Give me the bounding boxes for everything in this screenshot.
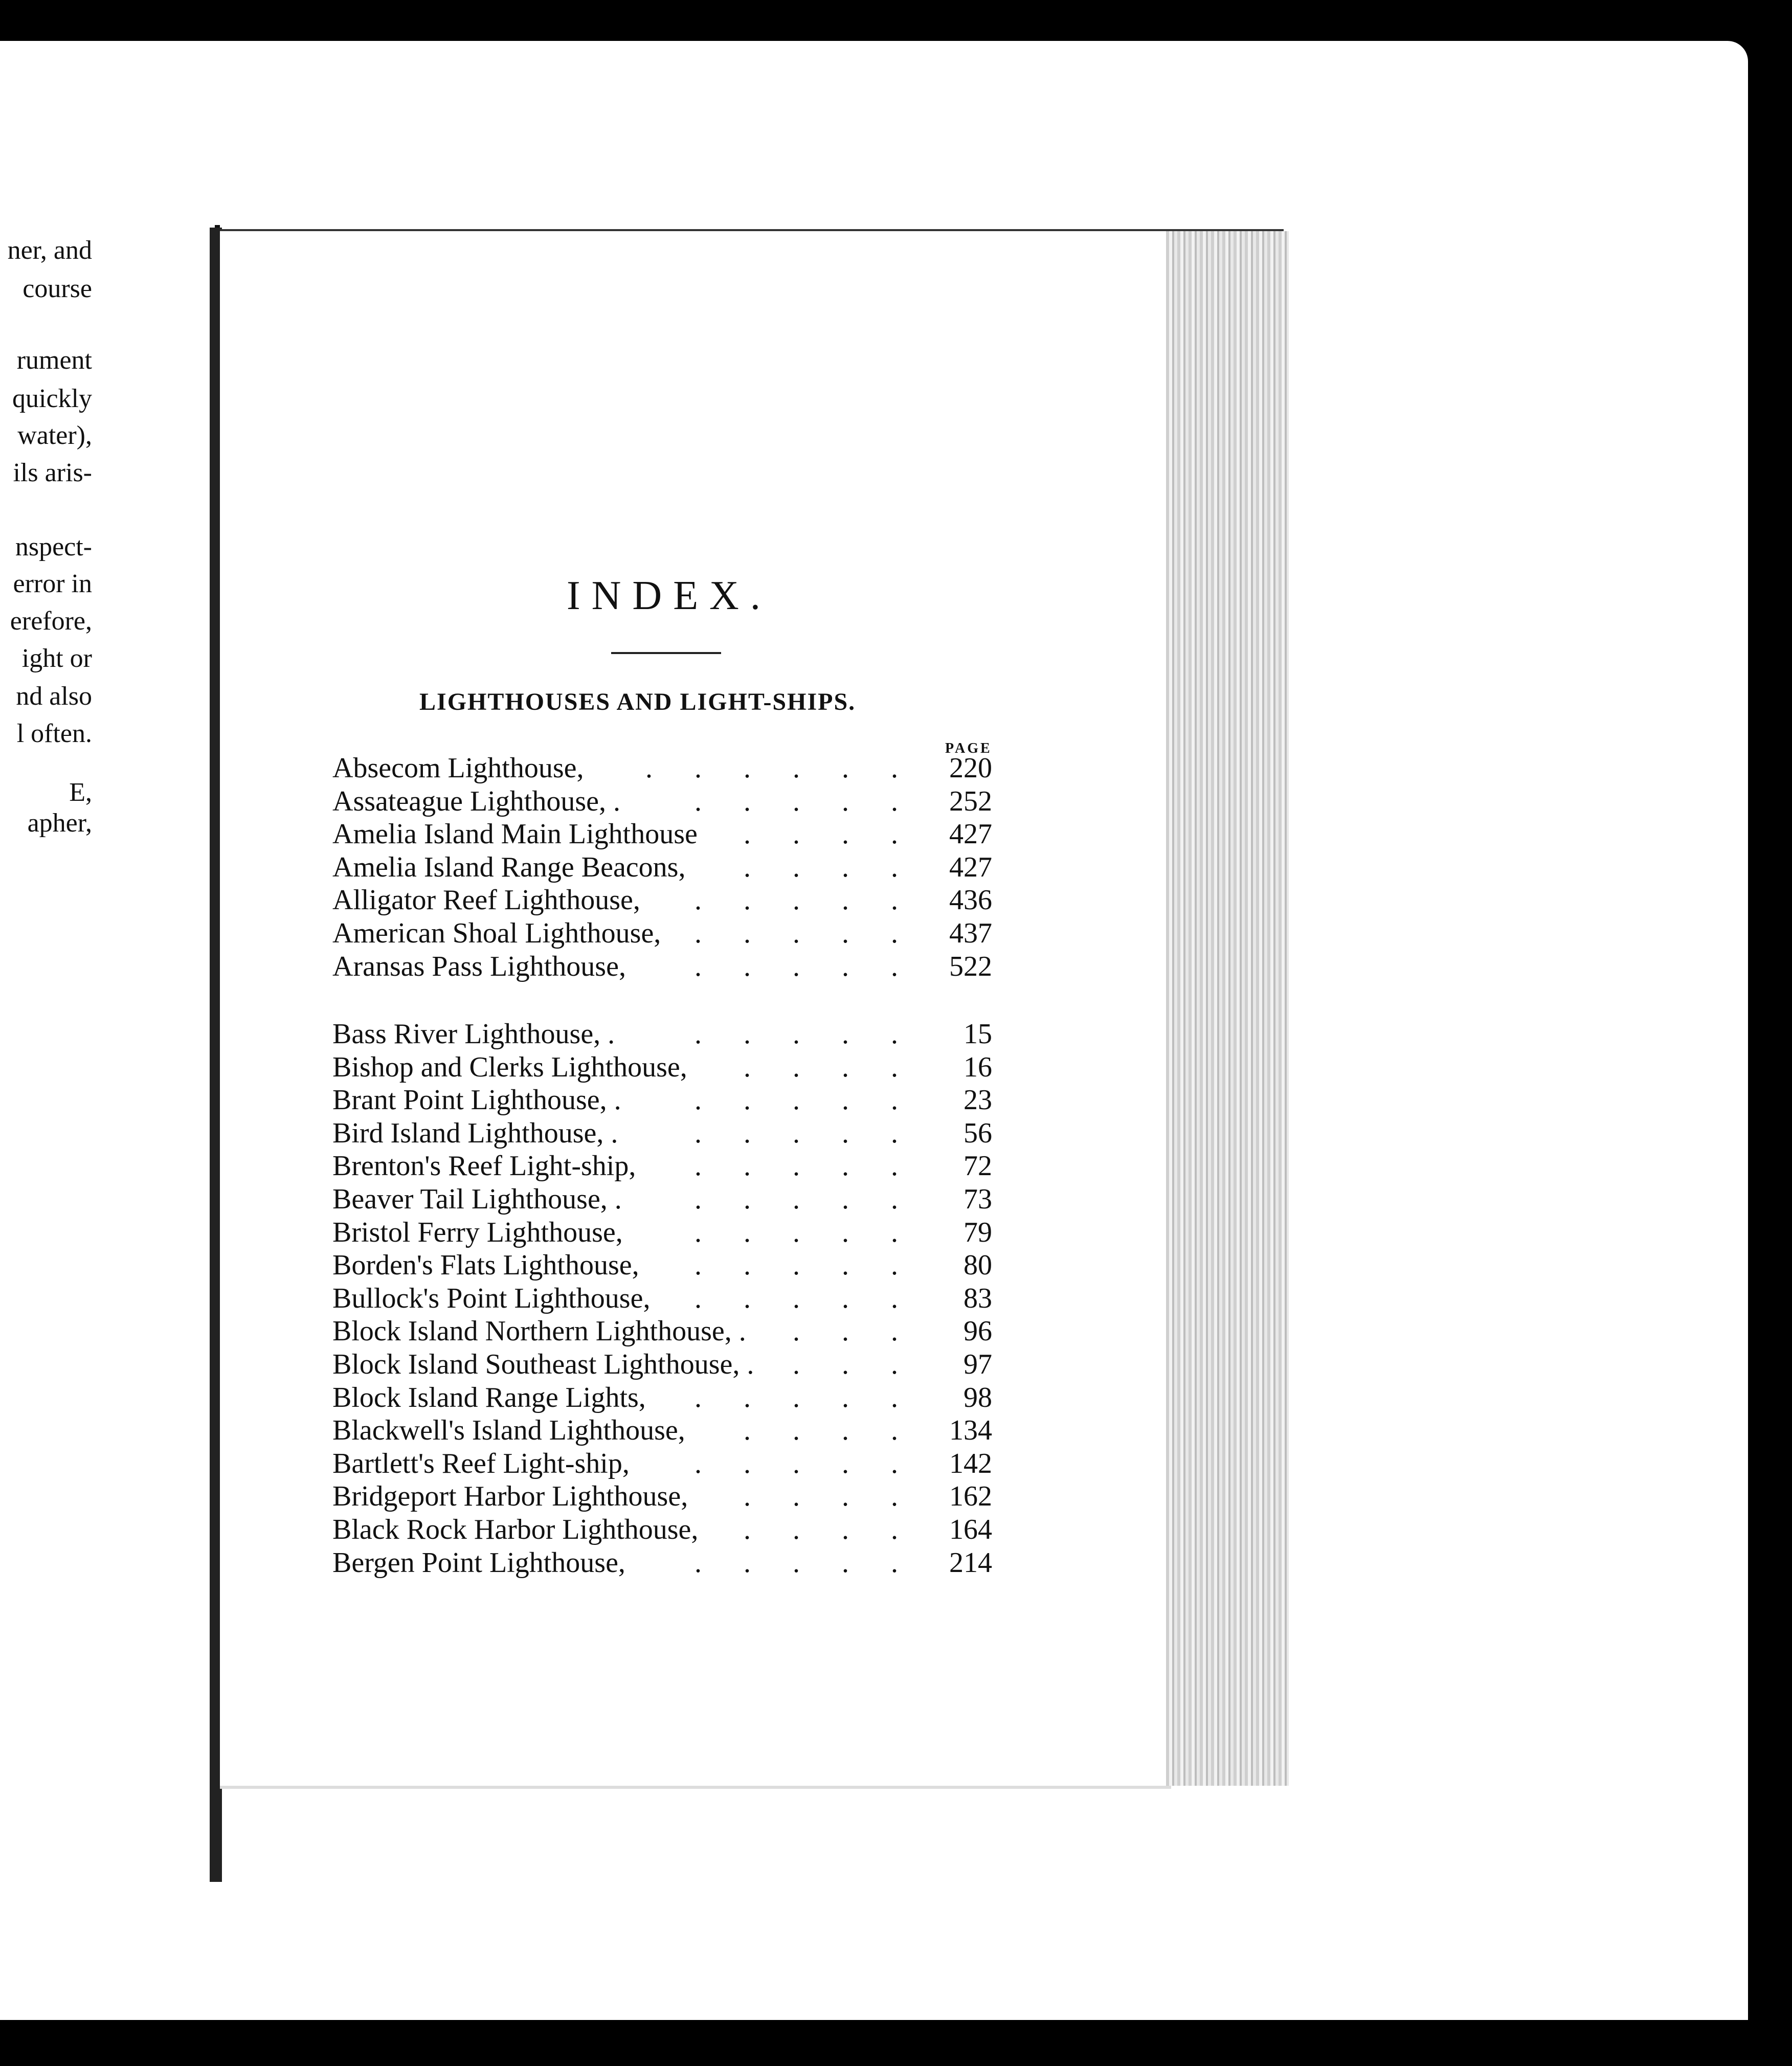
entry-name: Block Island Southeast Lighthouse, . bbox=[332, 1349, 754, 1380]
index-entry bbox=[332, 1018, 992, 1050]
entry-page-number: 23 bbox=[964, 1084, 992, 1116]
entry-leader-dots: . . . . . bbox=[695, 950, 915, 982]
index-entry bbox=[332, 950, 992, 983]
entry-page-number: 97 bbox=[964, 1349, 992, 1380]
index-entry bbox=[332, 1117, 992, 1150]
entry-leader-dots: . . . . bbox=[744, 1051, 915, 1083]
index-entry bbox=[332, 851, 992, 884]
left-facing-page bbox=[0, 225, 220, 1882]
index-entry bbox=[332, 1282, 992, 1315]
entry-name: Brenton's Reef Light-ship, bbox=[332, 1150, 636, 1182]
entry-leader-dots: . . . . . bbox=[695, 917, 915, 949]
page-column-header: PAGE bbox=[945, 740, 992, 756]
left-page-line: erefore, bbox=[10, 607, 92, 636]
entry-leader-dots: . . . bbox=[793, 1315, 915, 1348]
entry-leader-dots: . . . . . . bbox=[645, 752, 915, 784]
entry-name: Beaver Tail Lighthouse, . bbox=[332, 1183, 622, 1215]
left-page-line: ner, and bbox=[7, 236, 92, 265]
entry-name: Brant Point Lighthouse, . bbox=[332, 1084, 621, 1116]
index-entry bbox=[332, 785, 992, 818]
entry-leader-dots: . . . . . bbox=[695, 1183, 915, 1215]
entry-name: Blackwell's Island Lighthouse, bbox=[332, 1414, 685, 1447]
index-entry bbox=[332, 752, 992, 784]
entry-page-number: 83 bbox=[964, 1282, 992, 1314]
entry-page-number: 16 bbox=[964, 1051, 992, 1083]
index-entry bbox=[332, 1150, 992, 1182]
index-entry bbox=[332, 818, 992, 850]
scan-border-bottom bbox=[0, 2020, 1792, 2066]
entry-page-number: 220 bbox=[949, 752, 992, 784]
entry-name: Bullock's Point Lighthouse, bbox=[332, 1282, 651, 1314]
entry-leader-dots: . . . . . bbox=[695, 1117, 915, 1149]
index-entry bbox=[332, 1546, 992, 1579]
entry-leader-dots: . . . . . bbox=[695, 1381, 915, 1413]
index-entry bbox=[332, 1051, 992, 1084]
entry-page-number: 142 bbox=[949, 1447, 992, 1479]
left-page-line: quickly bbox=[12, 384, 92, 413]
entry-name: Alligator Reef Lighthouse, bbox=[332, 884, 640, 916]
entry-page-number: 437 bbox=[949, 917, 992, 949]
left-page-line: l often. bbox=[16, 719, 92, 748]
entry-name: Borden's Flats Lighthouse, bbox=[332, 1249, 639, 1282]
index-entry bbox=[332, 1084, 992, 1116]
entry-page-number: 98 bbox=[964, 1381, 992, 1413]
section-title: LIGHTHOUSES AND LIGHT-SHIPS. bbox=[419, 688, 856, 715]
entry-page-number: 56 bbox=[964, 1117, 992, 1149]
entry-name: Bridgeport Harbor Lighthouse, bbox=[332, 1480, 688, 1513]
entry-leader-dots: . . . . bbox=[744, 851, 915, 883]
entry-name: Bristol Ferry Lighthouse, bbox=[332, 1216, 623, 1248]
left-page-line: ils aris- bbox=[13, 458, 92, 487]
entry-page-number: 80 bbox=[964, 1249, 992, 1282]
index-entry bbox=[332, 1183, 992, 1216]
left-page-line: nd also bbox=[16, 682, 92, 711]
index-entry bbox=[332, 1249, 992, 1282]
index-entry bbox=[332, 1414, 992, 1447]
index-entry bbox=[332, 884, 992, 916]
left-page-line: ight or bbox=[21, 644, 92, 673]
entry-leader-dots: . . . . . bbox=[695, 1150, 915, 1182]
entry-page-number: 214 bbox=[949, 1546, 992, 1579]
entry-leader-dots: . . . . . bbox=[695, 785, 915, 817]
entry-name: American Shoal Lighthouse, bbox=[332, 917, 661, 949]
entry-name: Block Island Range Lights, bbox=[332, 1381, 646, 1413]
index-entry bbox=[332, 917, 992, 950]
entry-leader-dots: . . . . bbox=[744, 1414, 915, 1447]
entry-name: Block Island Northern Lighthouse, . bbox=[332, 1315, 746, 1348]
left-page-line: E, bbox=[69, 778, 92, 807]
entry-leader-dots: . . . . bbox=[744, 1514, 915, 1545]
entry-leader-dots: . . . . . bbox=[695, 1084, 915, 1116]
left-page-line: error in bbox=[13, 569, 92, 598]
entry-name: Bird Island Lighthouse, . bbox=[332, 1117, 618, 1149]
entry-leader-dots: . . . . bbox=[744, 818, 915, 850]
entry-leader-dots: . . . . . bbox=[695, 1282, 915, 1314]
index-entry bbox=[332, 1216, 992, 1249]
entry-leader-dots: . . . . . bbox=[695, 884, 915, 916]
left-page-line: water), bbox=[17, 421, 92, 450]
entry-page-number: 427 bbox=[949, 818, 992, 850]
entry-leader-dots: . . . . . bbox=[695, 1447, 915, 1479]
index-entry bbox=[332, 1513, 992, 1546]
index-entry bbox=[332, 1315, 992, 1348]
entry-page-number: 436 bbox=[949, 884, 992, 916]
entry-name: Black Rock Harbor Lighthouse, bbox=[332, 1514, 699, 1545]
entry-leader-dots: . . . . . bbox=[695, 1216, 915, 1248]
entry-page-number: 96 bbox=[964, 1315, 992, 1348]
entry-name: Bergen Point Lighthouse, bbox=[332, 1546, 625, 1579]
left-page-text bbox=[0, 225, 92, 1882]
entry-name: Bass River Lighthouse, . bbox=[332, 1018, 615, 1050]
index-entry bbox=[332, 1348, 992, 1381]
scan-border-right bbox=[1748, 0, 1792, 2066]
entry-name: Absecom Lighthouse, bbox=[332, 752, 584, 784]
entry-page-number: 73 bbox=[964, 1183, 992, 1215]
page-block-edge bbox=[1166, 231, 1289, 1786]
entry-page-number: 79 bbox=[964, 1216, 992, 1248]
entry-name: Amelia Island Range Beacons, bbox=[332, 851, 686, 883]
entry-page-number: 252 bbox=[949, 785, 992, 817]
left-page-line: nspect- bbox=[15, 532, 92, 562]
entry-leader-dots: . . . . . bbox=[695, 1546, 915, 1579]
entry-page-number: 162 bbox=[949, 1480, 992, 1513]
left-page-line: apher, bbox=[27, 809, 92, 838]
entry-leader-dots: . . . bbox=[793, 1349, 915, 1380]
index-entry bbox=[332, 1381, 992, 1414]
left-page-line: rument bbox=[16, 346, 92, 375]
entry-page-number: 72 bbox=[964, 1150, 992, 1182]
left-page-line: course bbox=[23, 274, 92, 303]
page-title: INDEX. bbox=[567, 573, 772, 618]
index-entry bbox=[332, 1480, 992, 1513]
entry-page-number: 15 bbox=[964, 1018, 992, 1050]
title-rule bbox=[611, 652, 721, 654]
entry-page-number: 427 bbox=[949, 851, 992, 883]
entry-leader-dots: . . . . . bbox=[695, 1249, 915, 1282]
entry-name: Aransas Pass Lighthouse, bbox=[332, 950, 626, 982]
entry-name: Amelia Island Main Lighthouse bbox=[332, 818, 698, 850]
entry-name: Bartlett's Reef Light-ship, bbox=[332, 1447, 630, 1479]
entry-page-number: 134 bbox=[949, 1414, 992, 1447]
entry-name: Bishop and Clerks Lighthouse, bbox=[332, 1051, 687, 1083]
entry-page-number: 522 bbox=[949, 950, 992, 982]
index-entry bbox=[332, 1447, 992, 1480]
entry-page-number: 164 bbox=[949, 1514, 992, 1545]
entry-leader-dots: . . . . . bbox=[695, 1018, 915, 1050]
entry-name: Assateague Lighthouse, . bbox=[332, 785, 620, 817]
entry-leader-dots: . . . . bbox=[744, 1480, 915, 1513]
